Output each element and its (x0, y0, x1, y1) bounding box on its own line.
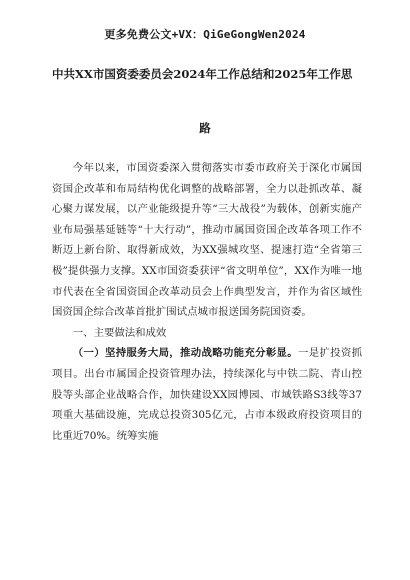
promo-header: 更多免费公文+VX：QiGeGongWen2024 (104, 28, 306, 41)
intro-paragraph: 今年以来，市国资委深入贯彻落实市委市政府关于深化市属国资国企改革和布局结构优化调整的战略部署，全力以赴抓改革、凝心聚力谋发展，以产业能级提升等“三大战役”为载体，创新实施产业布局强基延链等“十大行动”，推动市属国资国企改革各项工作不断迈上新台阶、取得新成效，为XX强城攻坚、提速打造“全省第三极”提供强力支撑。XX市国资委获评“省文明单位”，XX作为唯一地市代表在全省国资国企改革动员会上作典型发言，并作为省区域性国资国企综合改革首批扩围试点城市报送国务院国资委。 (52, 162, 362, 319)
subsection-label: （一）坚持服务大局，推动战略功能充分彰显。 (72, 347, 298, 360)
document-title-continued: 路 (199, 121, 211, 135)
subsection-paragraph (52, 343, 362, 446)
section-heading: 一、主要做法和成效 (72, 326, 167, 339)
document-title: 中共XX市国资委委员会2024年工作总结和2025年工作思 (52, 67, 353, 81)
subsection-text: 一是扩投资抓项目。出台市属国企投资管理办法，持续深化与中铁二院、青山控股等头部企业战略合作，加快建设XX园博园、市域铁路S3线等37项重大基础设施，完成总投资305亿元，占市本级政府投资项目的比重近70%。统筹实施 (52, 347, 363, 442)
document-body (52, 158, 362, 446)
